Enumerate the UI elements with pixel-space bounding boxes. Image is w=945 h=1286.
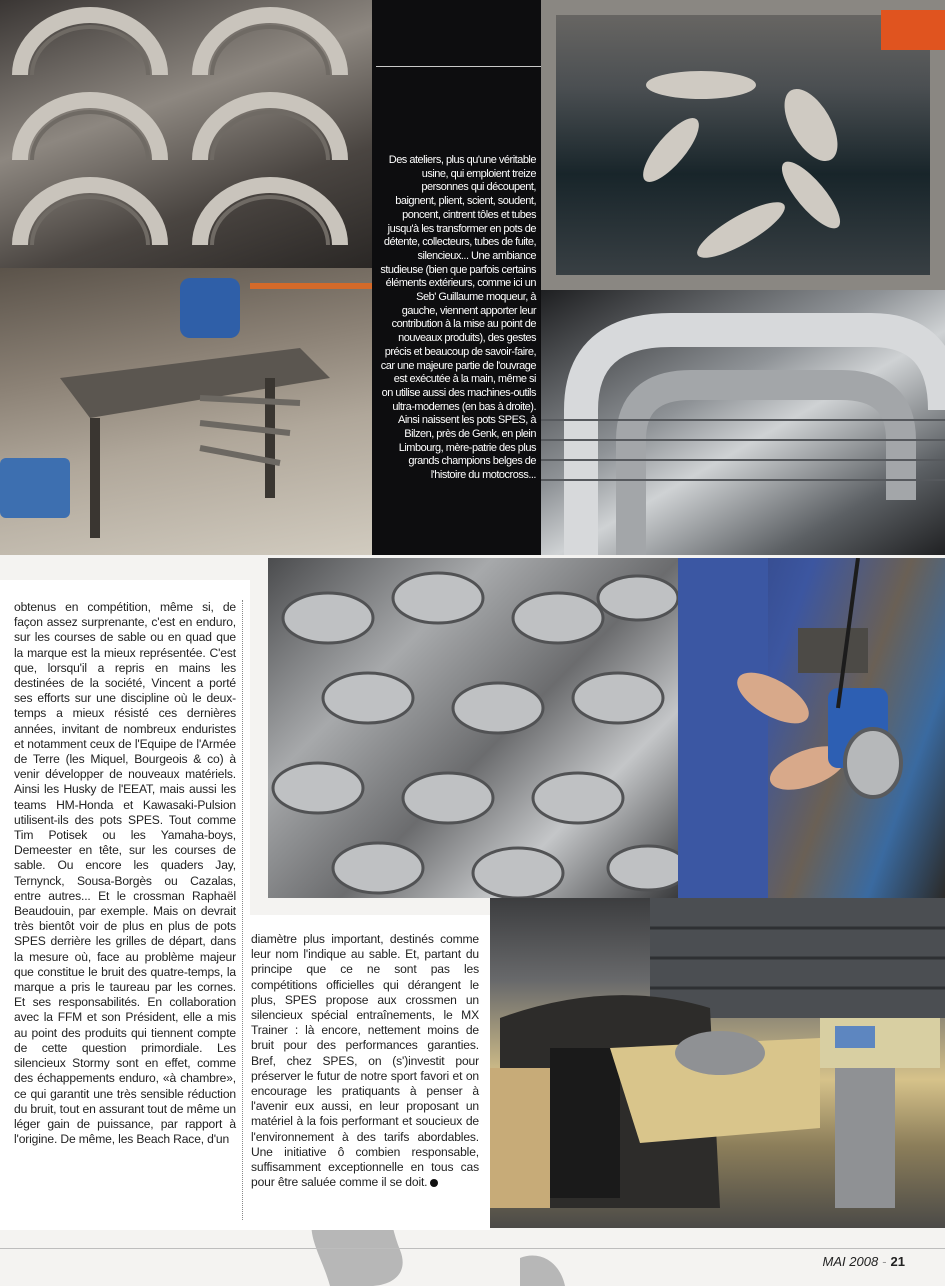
article-column-2-text: diamètre plus important, destinés comme leur nom l'indique au sable. Et, partant du principe que ce ne sont pas les compétitions officielles qui dérangent le plus, SPES propose aux crossmen un silencieux spécial entraînements, le MX Trainer : là encore, nettement moins de bruit pour des performances garanties. Bref, chez SPES, on (s')investit pour préserver le futur de notre sport favori et on encourage les pratiquants à penser à l'avenir eux aussi, en leur proposant un matériel à la fois performant et soucieux de l'environnement à des tarifs abordables. Une initiative ô combien responsable, suffisamment exceptionnelle en tous cas pour être saluée comme il se doit. — [251, 932, 479, 1190]
photo-caption: Des ateliers, plus qu'une véritable usine, qui emploient treize personnes qui découpent, baignent, plient, scient, soudent, poncent, cintrent tôles et tubes jusqu'à les transformer en pots de détente, collecteurs, tubes de fuite, silencieux... Une ambiance studieuse (bien que parfois certains éléments extérieurs, comme ici un Seb' Guillaume moqueur, à gauche, viennent apporter leur contribution à la mise au point de nouveaux produits), des gestes précis et beaucoup de savoir-faire, car une majeure partie de l'ouvrage est exécutée à la main, même si on utilise aussi des machines-outils ultra-modernes (en bas à droite). Ainsi naissent les pots SPES, à Bilzen, près de Genk, en plein Limbourg, mère-patrie des plus grands champions belges de l'histoire du motocross... — [380, 154, 536, 482]
photo-acid-bath-tank — [541, 0, 945, 290]
footer-separator: - — [882, 1254, 887, 1269]
caption-rule — [376, 66, 541, 67]
article-column-1: obtenus en compétition, même si, de façon assez surprenante, c'est en enduro, sur les courses de sable ou en quad que la marque est la mieux représentée. C'est que, lorsqu'il a repris en mains les destinées de la société, Vincent a porté ses efforts sur une discipline où le deux-temps a mieux résisté ces dernières années, invitant de nombreux enduristes et notamment ceux de l'Equipe de l'Armée de Terre (les Miquel, Bourgeois & co) à venir développer de nouveaux matériels. Ainsi les Husky de l'EEAT, mais aussi les teams HM-Honda et Kawasaki-Pulsion utilisent-ils des pots SPES. Tout comme Tim Potisek ou les Yamaha-boys, Demeester en tête, sur les courses de sable. Ou encore les quaders Jay, Ternynck, Sousa-Borgès ou Cazalas, entre autres... Et le crossman Raphaël Beaudouin, par exemple. Mais on devrait très bientôt voir de plus en plus de pots SPES derrière les grilles de départ, dans la mesure où, face au problème majeur que constitue le bruit des quatre-temps, la marque a pris le taureau par les cornes. Et ses responsabilités. En collaboration avec la FFM et son Président, elle a mis au point des produits qui tiennent compte de cette question primordiale. Les silencieux Stormy sont en effet, comme des échappements enduro, «à chambre», ce qui garantit une très sensible réduction du bruit, tout en assurant tout de même un léger gain de puissance, par rapport à l'origine. De même, les Beach Race, d'un — [14, 600, 236, 1147]
photo-workbench — [0, 268, 372, 555]
page-footer — [823, 1254, 905, 1269]
column-divider — [242, 600, 243, 1220]
page-number: 21 — [890, 1254, 905, 1269]
photo-stacked-tubes — [541, 290, 945, 555]
photo-cnc-bending-machine — [490, 898, 945, 1228]
article-column-2 — [251, 932, 479, 1190]
end-mark-icon — [430, 1179, 438, 1187]
issue-date: MAI 2008 — [822, 1254, 879, 1269]
photo-worker-grinding — [678, 558, 945, 898]
photo-bent-pipes — [0, 0, 372, 268]
footer-rule — [0, 1248, 945, 1249]
photo-steel-rings — [268, 558, 678, 898]
